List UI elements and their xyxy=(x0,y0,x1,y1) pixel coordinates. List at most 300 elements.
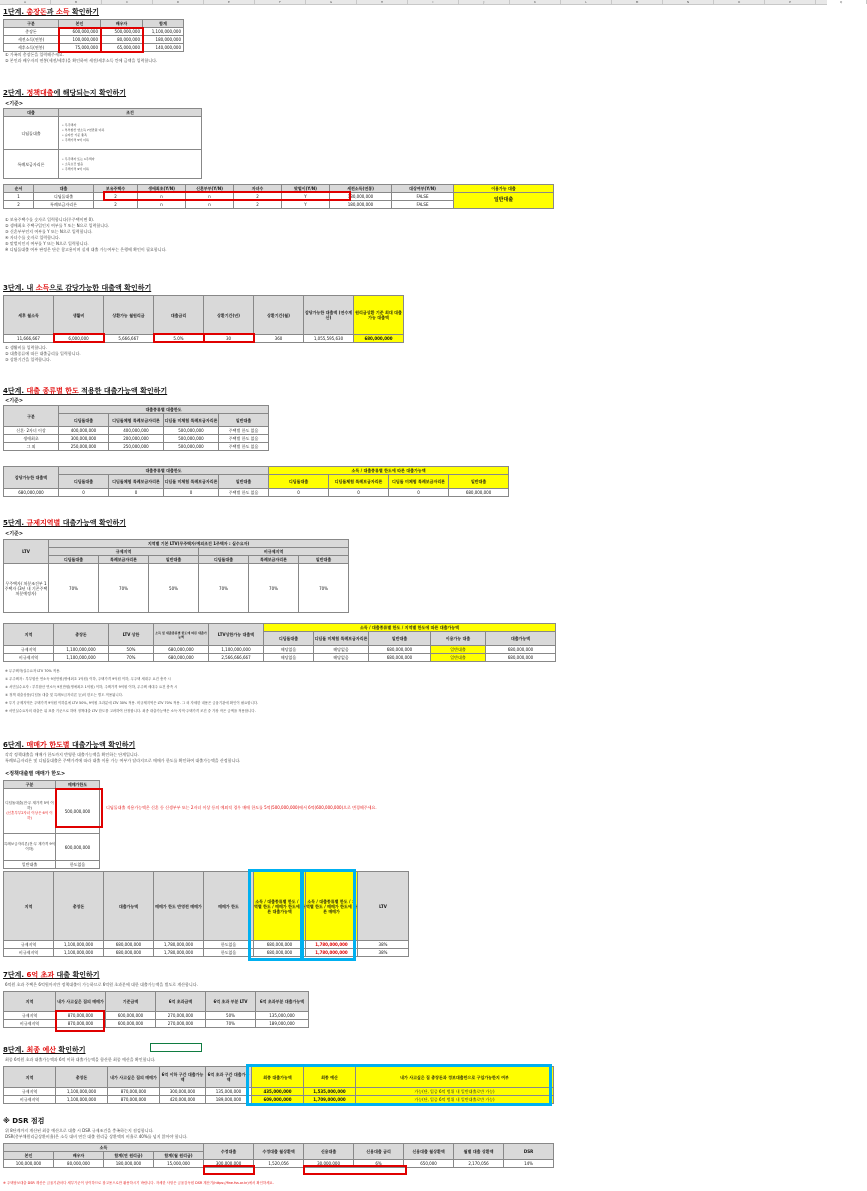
header-cell: 대출가능액 xyxy=(486,632,556,646)
row-label: 무주택자/ 처분조건부 1주택자 (3년 내 기존주택 처분예정자) xyxy=(4,564,49,613)
cell: 135,000,000 xyxy=(206,1088,252,1096)
header-cell: 본인 xyxy=(59,20,101,28)
header-cell: 신혼부부(Y/N) xyxy=(186,185,234,193)
header-cell: 내가 사고싶은 집의 매매가 xyxy=(56,992,106,1012)
header-cell: 수정대출 xyxy=(204,1144,254,1160)
cell: 일반대출 xyxy=(431,646,486,654)
header-cell: 지역별 기본 LTV(무주택자/예외조건 1주택자 : 실수요자) xyxy=(49,540,349,548)
cell: 1,100,000,000 xyxy=(54,654,109,662)
header-cell: 원리금상환 기준 최대 대출가능 대출액 xyxy=(354,296,404,335)
cell: n xyxy=(138,201,186,209)
header-cell: 대출 xyxy=(4,109,59,117)
cell: 100,000,000 xyxy=(4,1160,54,1168)
header-cell: 이용가능 대출 xyxy=(431,632,486,646)
cell: 0 xyxy=(389,489,449,497)
column-letter[interactable]: H xyxy=(357,0,408,4)
cell: 해당없음 xyxy=(264,646,314,654)
input-cell[interactable]: Y xyxy=(282,193,330,201)
step7-title: 7단계. 6억 초과 대출 확인하기 xyxy=(3,971,100,979)
cell: 1,055,595,630 xyxy=(304,335,354,343)
cell: 1,100,000,000 xyxy=(54,941,104,949)
cell: 2 xyxy=(4,201,34,209)
header-cell: 소득 / 대출종류별 한도에 따른 대출가능액 xyxy=(269,467,509,475)
header-cell: 자녀수 xyxy=(234,185,282,193)
header-cell: 배우자 xyxy=(54,1152,104,1160)
header-cell: 상환기간(월) xyxy=(254,296,304,335)
step4-result-table xyxy=(3,466,509,497)
header-cell: 감당가능한 대출액 (연수계산) xyxy=(304,296,354,335)
input-cell[interactable]: 2 xyxy=(94,193,138,201)
header-cell: 신용대출 xyxy=(304,1144,354,1160)
header-cell: 디딤돌대출 xyxy=(264,632,314,646)
input-cell[interactable]: 30,000,000 xyxy=(304,1160,354,1168)
header-cell: 대출종류별 대출한도 xyxy=(59,406,269,414)
input-cell[interactable]: 65,000,000 xyxy=(101,44,143,52)
criteria-conditions: • 무주택자 • 부부합산 연소득 7천만원 이하 • 순자산 기준 충족 • 주택가격 5억 이하 xyxy=(59,117,202,150)
highlight-box xyxy=(53,333,105,343)
header-cell: LTV상한가능 대출액 xyxy=(209,624,264,646)
input-cell[interactable]: 2 xyxy=(234,193,282,201)
purchase-possible: 가능(단, 입증 6억 범위 내 일반대출로만 가능) xyxy=(356,1088,554,1096)
cell: 70% xyxy=(99,564,149,613)
header-cell: 소득 / 대출종류별 한도 / 지역별 한도 / 매매가 한도에 따른 매매가 xyxy=(306,872,358,941)
value-cell: 1,100,000,000 xyxy=(143,28,184,36)
input-cell[interactable]: 600,000,000 xyxy=(59,28,101,36)
highlight-box xyxy=(300,869,356,961)
column-letter[interactable]: K xyxy=(510,0,561,4)
cell: 한도없음 xyxy=(204,949,254,957)
header-cell: 대출금리 xyxy=(154,296,204,335)
step2-criteria-table xyxy=(3,108,202,179)
cell: 270,000,000 xyxy=(156,1012,206,1020)
cell: 한도없음 xyxy=(204,941,254,949)
cell: 비규제지역 xyxy=(4,654,54,662)
column-letter[interactable]: I xyxy=(408,0,459,4)
highlight-box xyxy=(100,27,144,53)
header-cell: 상환기간(년) xyxy=(204,296,254,335)
header-cell: 지역 xyxy=(4,992,56,1012)
dsr-table xyxy=(3,1143,554,1168)
input-cell[interactable]: 5.0% xyxy=(154,335,204,343)
loan-name: 특례보금자리론 xyxy=(4,150,59,179)
header-cell: 디딤돌대출 xyxy=(59,414,109,427)
cell: 38% xyxy=(358,941,409,949)
highlight-box xyxy=(203,333,255,343)
input-cell[interactable]: 100,000,000 xyxy=(59,36,101,44)
header-cell: 디딤돌대출 xyxy=(199,556,249,564)
header-cell: LTV 상한 xyxy=(109,624,154,646)
final-loan: 609,000,000 xyxy=(252,1096,304,1104)
max-loan-value: 680,000,000 xyxy=(354,335,404,343)
cell: 270,000,000 xyxy=(156,1020,206,1028)
header-cell: 합계 xyxy=(143,20,184,28)
cell: 비규제지역 xyxy=(4,1096,56,1104)
header-cell: 총장돈 xyxy=(54,624,109,646)
highlight-box xyxy=(58,27,102,53)
selected-cell[interactable] xyxy=(150,1043,202,1052)
column-letter[interactable]: E xyxy=(204,0,255,4)
header-cell: 일반대출 xyxy=(299,556,349,564)
highlight-box xyxy=(246,1064,552,1106)
header-cell: 보유주택수 xyxy=(94,185,138,193)
cell: 680,000,000 xyxy=(4,489,59,497)
header-cell: 6억 초과부분 대출가능액 xyxy=(256,992,309,1012)
cell: 1,100,000,000 xyxy=(56,1088,108,1096)
cell: 680,000,000 xyxy=(449,489,509,497)
loan-name: 디딤돌대출 xyxy=(4,117,59,150)
header-cell: LTV xyxy=(4,540,49,564)
input-cell[interactable]: 30 xyxy=(204,335,254,343)
cell: 400,000,000 xyxy=(59,427,109,435)
step5-title: 5단계. 규제지역별 대출가능액 확인하기 xyxy=(3,519,127,527)
header-cell: 감당가능한 대출액 xyxy=(4,467,59,489)
cell: 1,780,000,000 xyxy=(154,949,204,957)
cell: 0 xyxy=(109,489,164,497)
header-cell: 합계(월 원리금) xyxy=(154,1152,204,1160)
column-letter[interactable]: Q xyxy=(816,0,867,4)
row-label: 디딤돌대출(전·무 재가격 5억 이하) (신혼부부2자녀 이상은 6억 이하) xyxy=(4,789,56,834)
column-letter[interactable]: J xyxy=(459,0,510,4)
header-cell: 최종 대출가능액 xyxy=(252,1067,304,1088)
input-cell[interactable]: 870,000,000 xyxy=(56,1020,106,1028)
cell: 870,000,000 xyxy=(108,1096,160,1104)
highlight-box xyxy=(248,869,304,961)
cell: 680,000,000 xyxy=(154,646,209,654)
step2-title: 2단계. 정책대출에 해당되는지 확인하기 xyxy=(3,89,127,97)
cell: 1,780,000,000 xyxy=(306,941,358,949)
column-letter[interactable]: N xyxy=(663,0,714,4)
header-cell: 지역 xyxy=(4,624,54,646)
column-letter[interactable]: D xyxy=(153,0,204,4)
cell: 80,000,000 xyxy=(54,1160,104,1168)
header-cell: 신용대출 월상환액 xyxy=(404,1144,454,1160)
price-limit-warning: 디딤돌대출 적용가능액은 신혼 등 신생부부 또는 2자녀 이상 등의 예외적 경우 매매 한도를 5억(500,000,000)에서 6억(600,000,000)으로 변경해주세요. xyxy=(106,805,377,810)
cell: 신혼· 2자녀 이상 xyxy=(4,427,59,435)
header-cell: 세전소득(연봉) xyxy=(330,185,392,193)
header-cell: 디딤돌체험 특례보금자리론 xyxy=(329,475,389,489)
cell: 680,000,000 xyxy=(104,949,154,957)
cell: 1,100,000,000 xyxy=(54,646,109,654)
column-letter[interactable]: O xyxy=(714,0,765,4)
header-cell: 디딤돌대출 xyxy=(59,475,109,489)
header-cell: 구분 xyxy=(4,781,56,789)
cell: 0 xyxy=(164,489,219,497)
cell: 비규제지역 xyxy=(4,949,54,957)
header-cell: 대출 xyxy=(34,185,94,193)
dsr-notes: 위 8단계까지 계산된 최종 예산으로 대출 시 DSR 규제조건을 충족하는지 점검합니다. DSR(총부채원리금상환비율)은 소득 대비 연간 대출 원리금 상환액의 비율로 40%를 넘지 않아야 합니다. xyxy=(5,1128,188,1139)
value-cell: 140,000,000 xyxy=(143,44,184,52)
cell: 1,780,000,000 xyxy=(306,949,358,957)
header-cell: 총장돈 xyxy=(54,872,104,941)
cell: 규제지역 xyxy=(4,1088,56,1096)
cell: 680,000,000 xyxy=(254,949,306,957)
input-cell[interactable]: 300,000,000 xyxy=(204,1160,254,1168)
cell: 70% xyxy=(199,564,249,613)
header-cell: 내가 사고싶은 집의 매매가 xyxy=(108,1067,160,1088)
cell: 비규제지역 xyxy=(4,1020,56,1028)
header-cell: 디딤돌체험 특례보금자리론 xyxy=(109,475,164,489)
header-cell: 디딤돌 미체험 특례보금자리론 xyxy=(314,632,369,646)
header-cell: 일반대출 xyxy=(449,475,509,489)
step4-criteria-table xyxy=(3,405,269,451)
cell: 200,000,000 xyxy=(109,435,164,443)
cell: 189,000,000 xyxy=(206,1096,252,1104)
header-cell: 매매가한도 xyxy=(56,781,100,789)
dsr-title: ※ DSR 점검 xyxy=(3,1117,45,1125)
header-cell: 대출종류별 대출한도 xyxy=(59,467,269,475)
input-cell[interactable]: 6% xyxy=(354,1160,404,1168)
header-cell: 소득 / 대출종류별 한도 / 지역별 한도에 따른 대출가능액 xyxy=(264,624,556,632)
cell: 70% xyxy=(299,564,349,613)
header-cell: 6억 이하 구간 대출가능액 xyxy=(160,1067,206,1088)
cell: 600,000,000 xyxy=(106,1012,156,1020)
step5-ltv-table xyxy=(3,539,349,613)
step2-notes: ① 보유주택수를 숫자로 입력합니다(무주택이면 0). ② 생애최초 주택구입인지 여부를 Y 또는 N으로 입력합니다. ③ 신혼부부인지 여부를 Y 또는 N으로 입력합니다. ④ 자녀수를 숫자로 입력합니다. ⑤ 맞벌이인지 여부를 Y 또는 N으로 입력합니다. ※ 디딤돌대출 여부 판정은 단순 참고용이며 실제 대출 가능여부는 은행에 확인이 필요합니다. xyxy=(5,217,167,252)
header-cell: 신용대출 금리 xyxy=(354,1144,404,1160)
cell: 2 xyxy=(94,201,138,209)
cell: Y xyxy=(282,201,330,209)
cell: 일반대출 xyxy=(431,654,486,662)
cell: 70% xyxy=(109,654,154,662)
cell: 0 xyxy=(329,489,389,497)
step8-notes: 최종 6억원 초과 대출가능액과 6억 이하 대출가능액을 합산한 최종 예산을 확인합니다. xyxy=(5,1057,156,1062)
row-label: 세후소득(연봉) xyxy=(4,44,59,52)
cell: 400,000,000 xyxy=(109,427,164,435)
cell: FALSE xyxy=(392,193,454,201)
header-cell: 대상여부(Y/N) xyxy=(392,185,454,193)
input-cell[interactable]: 870,000,000 xyxy=(56,1012,106,1020)
cell: 70% xyxy=(49,564,99,613)
header-cell: 소득 xyxy=(4,1144,204,1152)
highlight-box xyxy=(55,1010,105,1032)
cell: 680,000,000 xyxy=(369,646,431,654)
header-cell: 규제지역 xyxy=(49,548,199,556)
header-cell: 특례보금자리론 xyxy=(249,556,299,564)
cell: 360 xyxy=(254,335,304,343)
cell: 189,000,000 xyxy=(256,1020,309,1028)
header-cell: 조건 xyxy=(59,109,202,117)
criteria-label: <기준> xyxy=(5,531,24,537)
cell: 50% xyxy=(109,646,154,654)
header-cell: 지역 xyxy=(4,1067,56,1088)
column-letter[interactable]: M xyxy=(612,0,663,4)
header-cell: 소득 및 대출종류별 한도에 따른 대출가능액 xyxy=(154,624,209,646)
header-cell: 디딤돌 미체험 특례보금자리론 xyxy=(389,475,449,489)
header-cell: 생애최초(Y/N) xyxy=(138,185,186,193)
row-label: 특례보금자리론(전·무 재가격 9억 이하) xyxy=(4,834,56,861)
highlight-box xyxy=(203,1165,255,1175)
cell: 50% xyxy=(206,1012,256,1020)
input-cell[interactable]: 500,000,000 xyxy=(101,28,143,36)
dsr-footer-note: ※ 주택담보대출 DSR 계산은 금융기관마다 세부기준이 상이하므로 참고용으로만 활용하시기 바랍니다. 자세한 사항은 금융감독원 DSR 계산기(https://fine.fss.or.kr)에서 확인하세요. xyxy=(3,1181,274,1185)
cell: 680,000,000 xyxy=(154,654,209,662)
cell: 주택별 한도 없음 xyxy=(219,489,269,497)
header-cell: 디딤돌 미체험 특례보금자리론 xyxy=(164,414,219,427)
cell: 250,000,000 xyxy=(109,443,164,451)
step6-notes: 각각 정책대출을 매매가 한도까지 반영한 대출가능액을 확인하는 단계입니다. 특례보금자리론 및 디딤돌대출은 주택가격에 따라 대출 이용 가능 여부가 달라지므로 매매가 한도를 확인하여 대출가능액을 산정합니다. xyxy=(5,752,241,763)
highlight-box xyxy=(303,1165,407,1175)
cell: 그 외 xyxy=(4,443,59,451)
cell: 주택별 한도 없음 xyxy=(219,443,269,451)
step1-notes: ① 가족의 총장돈을 입력해주세요. ② 본인과 배우자의 연봉(세전/세후)을 확인하여 세전/세후소득 칸에 금액을 입력합니다. xyxy=(5,52,158,63)
header-cell: 비규제지역 xyxy=(199,548,349,556)
header-cell: 6억 초과금액 xyxy=(156,992,206,1012)
step5-notes: ※ 무주택자/실수요자 LTV 70% 적용. ① 무주택자 : 부부합산 연소득 9천만원(생애최초 1억원) 이하, 주택가격 9억원 이하, 무주택 세대주 요건 충족 시 ② 서민실수요자 : 부부합산 연소득 9천만원(생애최초 1억원) 이하, 주택가격 9억원 이하, 무주택 세대주 요건 충족 시 ③ 정책 대출상품(디딤돌 대출 및 특례보금자리론 등)의 한도는 별도 적용됩니다. ※ 투기 규제지역은 주택가격 9억원 이하분에 LTV 50%, 9억원 초과분에 LTV 30% 적용. 비규제지역은 LTV 70% 적용. 그 외 자세한 내용은 금융기관에 확인이 필요합니다. ※ 서민실수요자의 대출은 위 표를 기준으로 하며 정책대출 LTV 한도를 고려하여 산정합니다. 최종 대출가능액은 소득·지역·주택가격 조건 중 가장 작은 금액을 적용합니다. xyxy=(5,669,259,713)
header-cell: DSR xyxy=(504,1144,554,1160)
cell: 300,000,000 xyxy=(160,1088,206,1096)
cell: 5,666,667 xyxy=(104,335,154,343)
header-cell: 세후 월소득 xyxy=(4,296,54,335)
cell: 180,000,000 xyxy=(330,201,392,209)
cell: 600,000,000 xyxy=(56,834,100,861)
cell: 1,100,000,000 xyxy=(209,646,264,654)
criteria-label: <기준> xyxy=(5,101,24,107)
cell: 0 xyxy=(269,489,329,497)
header-cell: 디딤돌체험 특례보금자리론 xyxy=(109,414,164,427)
cell: 15,000,000 xyxy=(154,1160,204,1168)
cell: FALSE xyxy=(392,201,454,209)
cell: 180,000,000 xyxy=(330,193,392,201)
cell: 해당없음 xyxy=(264,654,314,662)
highlight-box xyxy=(103,191,351,201)
header-cell: 6억 초과 부분 LTV xyxy=(206,992,256,1012)
cell: 규제지역 xyxy=(4,646,54,654)
cell: 1,100,000,000 xyxy=(56,1096,108,1104)
cell: 250,000,000 xyxy=(59,443,109,451)
header-cell: 상환가능 월원리금 xyxy=(104,296,154,335)
header-cell: 일반대출 xyxy=(149,556,199,564)
cell: 500,000,000 xyxy=(164,443,219,451)
column-letter[interactable]: F xyxy=(255,0,306,4)
header-cell: 수정대출 월상환액 xyxy=(254,1144,304,1160)
final-budget: 1,535,000,000 xyxy=(304,1088,356,1096)
header-cell: 일반대출 xyxy=(219,475,269,489)
cell: 2,566,666,667 xyxy=(209,654,264,662)
column-letter[interactable]: P xyxy=(765,0,816,4)
input-cell[interactable]: 75,000,000 xyxy=(59,44,101,52)
cell: 680,000,000 xyxy=(486,646,556,654)
step6-title: 6단계. 매매가 한도별 대출가능액 확인하기 xyxy=(3,741,136,749)
header-cell: 일반대출 xyxy=(369,632,431,646)
header-cell: 생활비 xyxy=(54,296,104,335)
cell: 870,000,000 xyxy=(108,1088,160,1096)
header-cell: 디딤돌대출 xyxy=(49,556,99,564)
cell: 70% xyxy=(249,564,299,613)
header-cell: 내가 사고싶은 집 총장돈과 정보대출만으로 구입가능한지 여부 xyxy=(356,1067,554,1088)
cell: 500,000,000 xyxy=(164,435,219,443)
cell: 특례보금자리론 xyxy=(34,201,94,209)
step8-title: 8단계. 최종 예산 확인하기 xyxy=(3,1046,86,1054)
cell: 420,000,000 xyxy=(160,1096,206,1104)
input-cell[interactable]: 500,000,000 xyxy=(56,789,100,834)
header-cell: 맞벌이(Y/N) xyxy=(282,185,330,193)
header-cell: 특례보금자리론 xyxy=(99,556,149,564)
step5-result-table xyxy=(3,623,556,662)
step3-title: 3단계. 내 소득으로 감당가능한 대출액 확인하기 xyxy=(3,284,152,292)
cell: 650,000 xyxy=(404,1160,454,1168)
header-cell: 본인 xyxy=(4,1152,54,1160)
cell: 주택별 한도 없음 xyxy=(219,435,269,443)
row-label: 일반대출 xyxy=(4,861,56,869)
input-cell[interactable]: n xyxy=(138,193,186,201)
cell: 680,000,000 xyxy=(254,941,306,949)
column-letter[interactable]: G xyxy=(306,0,357,4)
cell: 500,000,000 xyxy=(164,427,219,435)
purchase-possible: 가능(단, 입증 6억 범위 내 일반대출로만 가능) xyxy=(356,1096,554,1104)
column-letter[interactable]: A xyxy=(0,0,51,4)
cell: 생애최초 xyxy=(4,435,59,443)
cell: 300,000,000 xyxy=(59,435,109,443)
final-budget: 1,709,000,000 xyxy=(304,1096,356,1104)
header-cell: 디딤돌 미체험 특례보금자리론 xyxy=(164,475,219,489)
criteria-conditions: • 무주택자 또는 1주택자 • 소득요건 없음 • 주택가격 9억 이하 xyxy=(59,150,202,179)
header-cell: 구분 xyxy=(4,406,59,427)
cell: 50% xyxy=(149,564,199,613)
header-cell: 최종 예산 xyxy=(304,1067,356,1088)
cell: 해당없음 xyxy=(314,646,369,654)
step1-title: 1단계. 총장돈과 소득 확인하기 xyxy=(3,8,100,16)
step7-notes: 6억원 초과 주택은 6억원까지만 정책대출이 가능하므로 6억원 초과분에 대한 대출가능액을 별도로 계산합니다. xyxy=(5,982,198,987)
row-label: 세전소득(연봉) xyxy=(4,36,59,44)
final-loan: 435,000,000 xyxy=(252,1088,304,1096)
column-letter[interactable]: C xyxy=(102,0,153,4)
column-header-bar xyxy=(0,0,843,5)
column-letter[interactable]: B xyxy=(51,0,102,4)
header-cell: 구분 xyxy=(4,20,59,28)
cell: 1,780,000,000 xyxy=(154,941,204,949)
header-cell: 일반대출 xyxy=(219,414,269,427)
column-letter[interactable]: L xyxy=(561,0,612,4)
header-cell: 합계(연 원리금) xyxy=(104,1152,154,1160)
header-cell: 디딤돌대출 xyxy=(269,475,329,489)
input-cell[interactable]: 6,000,000 xyxy=(54,335,104,343)
cell: 한도없음 xyxy=(56,861,100,869)
cell: n xyxy=(186,201,234,209)
cell: 70% xyxy=(206,1020,256,1028)
header-cell: 월별 대출 상환액 xyxy=(454,1144,504,1160)
cell: 규제지역 xyxy=(4,941,54,949)
header-cell: 6억 초과 구간 대출가능액 xyxy=(206,1067,252,1088)
cell: 180,000,000 xyxy=(104,1160,154,1168)
criteria-label: <정책대출별 매매가 한도> xyxy=(5,771,66,777)
header-cell: 기준금액 xyxy=(106,992,156,1012)
header-cell: 지역 xyxy=(4,872,54,941)
header-cell: 매매가 한도 반영전 매매가 xyxy=(154,872,204,941)
header-cell: LTV xyxy=(358,872,409,941)
header-cell: 순서 xyxy=(4,185,34,193)
highlight-box xyxy=(55,788,103,828)
step3-notes: ① 생활비를 입력합니다. ② 대출종류에 따른 대출금리를 입력합니다. ③ 상환기간을 입력합니다. xyxy=(5,345,81,362)
cell: 디딤돌대출 xyxy=(34,193,94,201)
cell: 규제지역 xyxy=(4,1012,56,1020)
step7-table xyxy=(3,991,309,1028)
dsr-value: 14% xyxy=(504,1160,554,1168)
header-cell: 배우자 xyxy=(101,20,143,28)
step4-title: 4단계. 대출 종류별 한도 적용한 대출가능액 확인하기 xyxy=(3,387,168,395)
criteria-label: <기준> xyxy=(5,398,24,404)
header-cell: 이용가능 대출 xyxy=(454,185,554,193)
header-cell: 대출가능액 xyxy=(104,872,154,941)
input-cell[interactable]: n xyxy=(186,193,234,201)
row-label: 총장돈 xyxy=(4,28,59,36)
highlight-box xyxy=(153,333,205,343)
available-loan-result: 일반대출 xyxy=(454,193,554,209)
cell: 680,000,000 xyxy=(104,941,154,949)
header-cell: 매매가 한도 xyxy=(204,872,254,941)
cell: 해당없음 xyxy=(314,654,369,662)
cell: 38% xyxy=(358,949,409,957)
input-cell[interactable]: 80,000,000 xyxy=(101,36,143,44)
